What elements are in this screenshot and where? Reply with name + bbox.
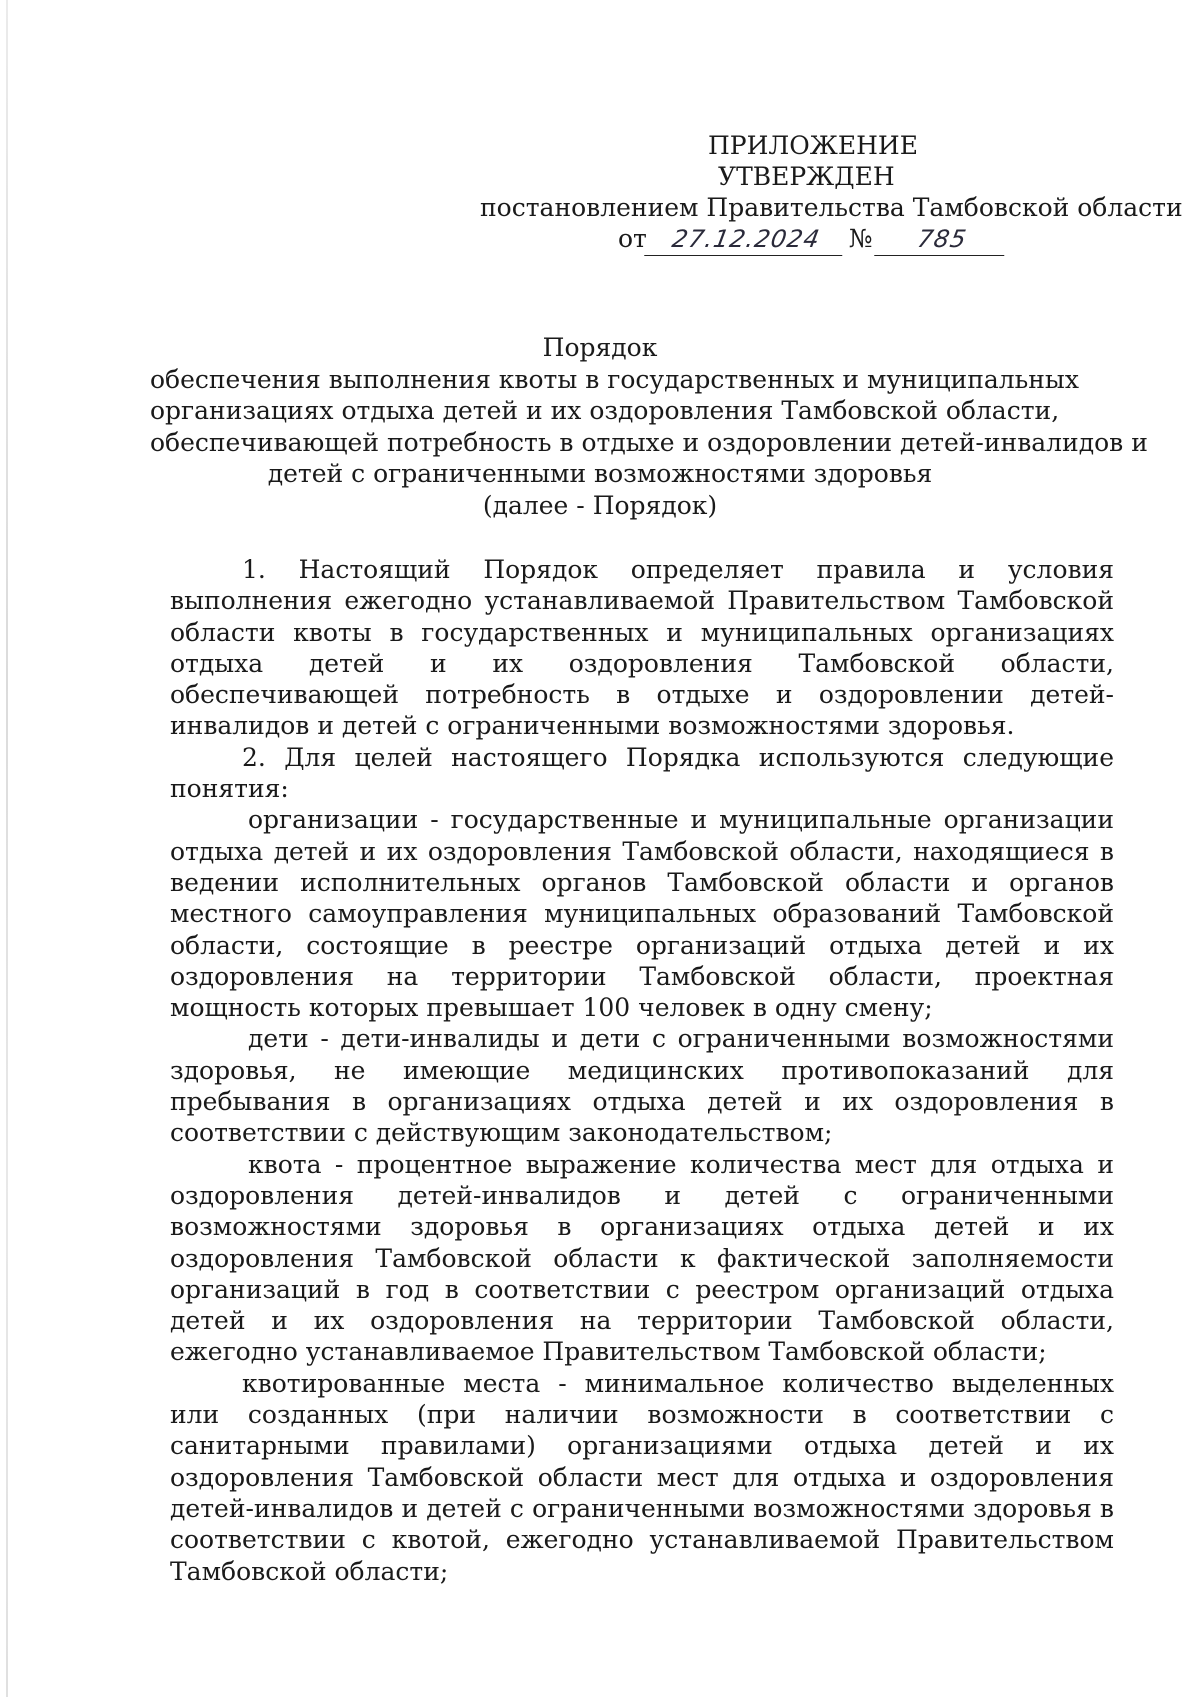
approved-label: УТВЕРЖДЕН: [718, 162, 895, 191]
definition-quota: квота - процентное выражение количества мест для отдыха и оздоровления детей-инвалидов и детей с ограниченными возможностями здоровья в организациях отдыха детей и их оздоровления Тамбовской области к фактической заполняемости организаций в год в соответствии с реестром организаций отдыха детей и их оздоровления на территории Тамбовской области, ежегодно устанавливаемое Правительством Тамбовской области;: [170, 1149, 1114, 1367]
title-line-5: детей с ограниченными возможностями здоровья: [267, 459, 933, 488]
handwritten-number: 785: [874, 224, 1010, 256]
date-number-line: [618, 223, 1007, 259]
title-line-2: обеспечения выполнения квоты в государственных и муниципальных: [150, 364, 1079, 394]
definition-organizations: организации - государственные и муниципальные организации отдыха детей и их оздоровления Тамбовской области, находящиеся в ведении исполнительных органов Тамбовской области и органов местного самоуправления муниципальных образований Тамбовской области, состоящие в реестре организаций отдыха детей и их оздоровления на территории Тамбовской области, проектная мощность которых превышает 100 человек в одну смену;: [170, 805, 1114, 1023]
paragraph-2: 2. Для целей настоящего Порядка используются следующие понятия:: [170, 742, 1114, 804]
scan-edge-shadow: [6, 0, 8, 1697]
definition-children: дети - дети-инвалиды и дети с ограниченными возможностями здоровья, не имеющие медицинских противопоказаний для пребывания в организациях отдыха детей и их оздоровления в соответствии с действующим законодательством;: [170, 1024, 1114, 1148]
document-body: [170, 554, 1114, 1587]
appendix-label: ПРИЛОЖЕНИЕ: [708, 131, 918, 160]
definition-quota-places: квотированные места - минимальное количество выделенных или созданных (при наличии возможности в соответствии с санитарными правилами) организациями отдыха детей и их оздоровления Тамбовской области мест для отдыха и оздоровления детей-инвалидов и детей с ограниченными возможностями здоровья в соответствии с квотой, ежегодно устанавливаемой Правительством Тамбовской области;: [170, 1368, 1114, 1586]
title-line-3: организациях отдыха детей и их оздоровления Тамбовской области,: [150, 396, 1060, 425]
resolution-label: постановлением Правительства Тамбовской области: [480, 193, 1183, 222]
document-title: [150, 332, 1148, 521]
paragraph-1: 1. Настоящий Порядок определяет правила и условия выполнения ежегодно устанавливаемой Правительством Тамбовской области квоты в государственных и муниципальных организациях отдыха детей и их оздоровления Тамбовской области, обеспечивающей потребность в отдыхе и оздоровлении детей-инвалидов и детей с ограниченными возможностями здоровья.: [170, 555, 1114, 741]
title-line-6: (далее - Порядок): [482, 490, 718, 520]
title-line-1: Порядок: [542, 333, 658, 362]
title-line-4: обеспечивающей потребность в отдыхе и оздоровлении детей-инвалидов и: [150, 427, 1148, 457]
handwritten-date: 27.12.2024: [644, 224, 848, 256]
number-sign: №: [848, 224, 873, 253]
date-prefix: от: [618, 224, 647, 253]
